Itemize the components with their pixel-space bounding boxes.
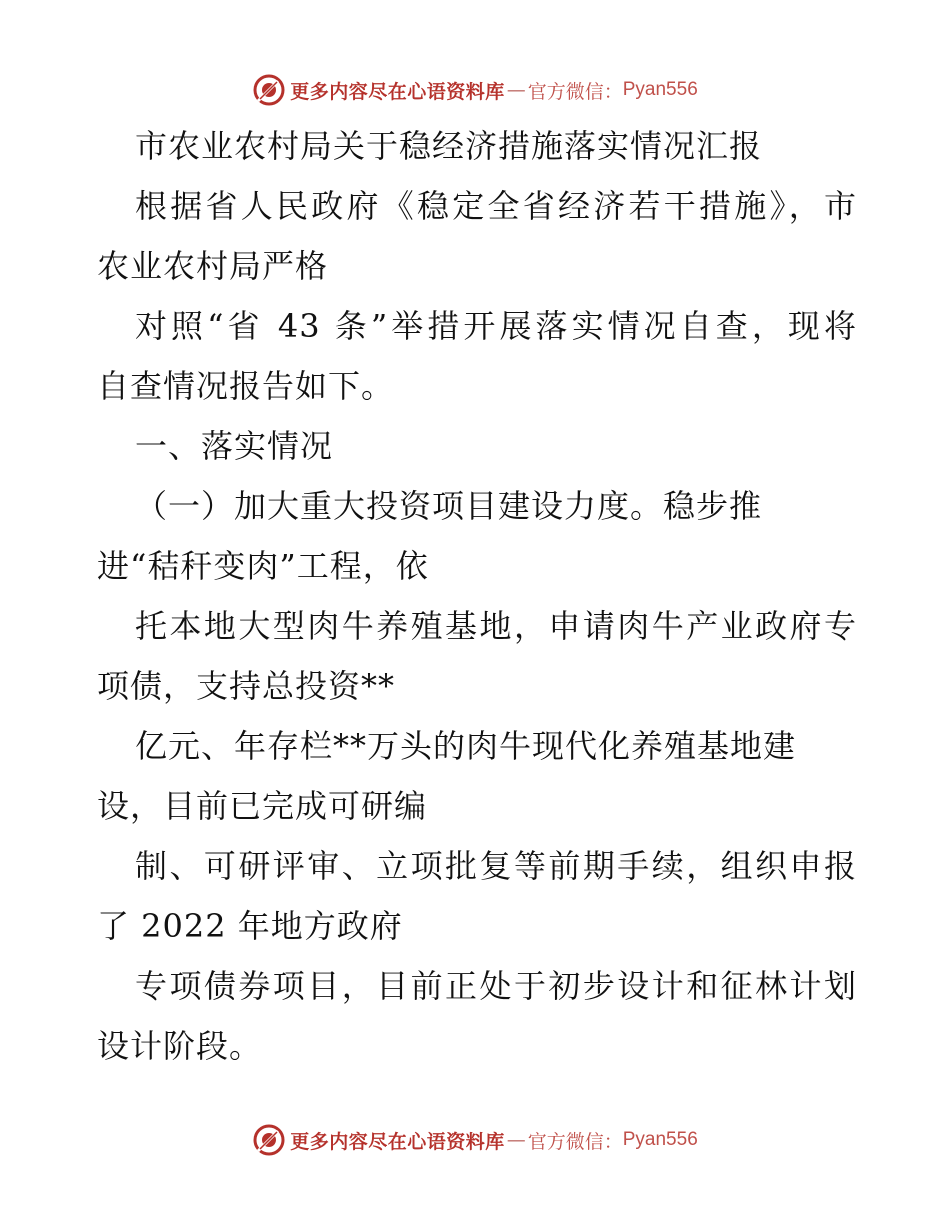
paragraph-line: 项债，支持总投资** [97,667,396,705]
watermark-contact-label: 官方微信： [527,80,623,103]
paragraph-line: 托本地大型肉牛养殖基地，申请肉牛产业政府专 [135,607,857,645]
paragraph-line: 了 2022 年地方政府 [97,907,403,945]
watermark-footer [0,1120,950,1160]
paragraph-line: 根据省人民政府《稳定全省经济若干措施》，市 [135,187,857,225]
brand-logo-icon [252,73,286,107]
brand-logo-icon [252,1123,286,1157]
paragraph-line: 进“秸秆变肉”工程，依 [97,547,429,585]
paragraph-line: 设计阶段。 [97,1027,263,1065]
paragraph-line: 设，目前已完成可研编 [97,787,428,825]
paragraph-line: （一）加大重大投资项目建设力度。稳步推 [135,487,763,525]
watermark-contact-id: Pyan556 [622,79,698,100]
document-body [97,116,857,1076]
document-title: 市农业农村局关于稳经济措施落实情况汇报 [135,127,763,165]
watermark-header [0,70,950,110]
paragraph-line: 农业农村局严格 [97,247,329,285]
watermark-separator: — [506,79,526,101]
section-heading: 一、落实情况 [135,427,334,465]
watermark-contact-label: 官方微信： [527,1130,623,1153]
paragraph-line: 对照“省 43 条”举措开展落实情况自查，现将 [135,307,857,345]
paragraph-line: 自查情况报告如下。 [97,367,395,405]
watermark-contact-id: Pyan556 [622,1129,698,1150]
watermark-brand: 更多内容尽在心语资料库 [290,80,505,103]
watermark-separator: — [506,1129,526,1151]
paragraph-line: 专项债券项目，目前正处于初步设计和征林计划 [135,967,857,1005]
watermark-brand: 更多内容尽在心语资料库 [290,1130,505,1153]
paragraph-line: 制、可研评审、立项批复等前期手续，组织申报 [135,847,857,885]
paragraph-line: 亿元、年存栏**万头的肉牛现代化养殖基地建 [135,727,797,765]
